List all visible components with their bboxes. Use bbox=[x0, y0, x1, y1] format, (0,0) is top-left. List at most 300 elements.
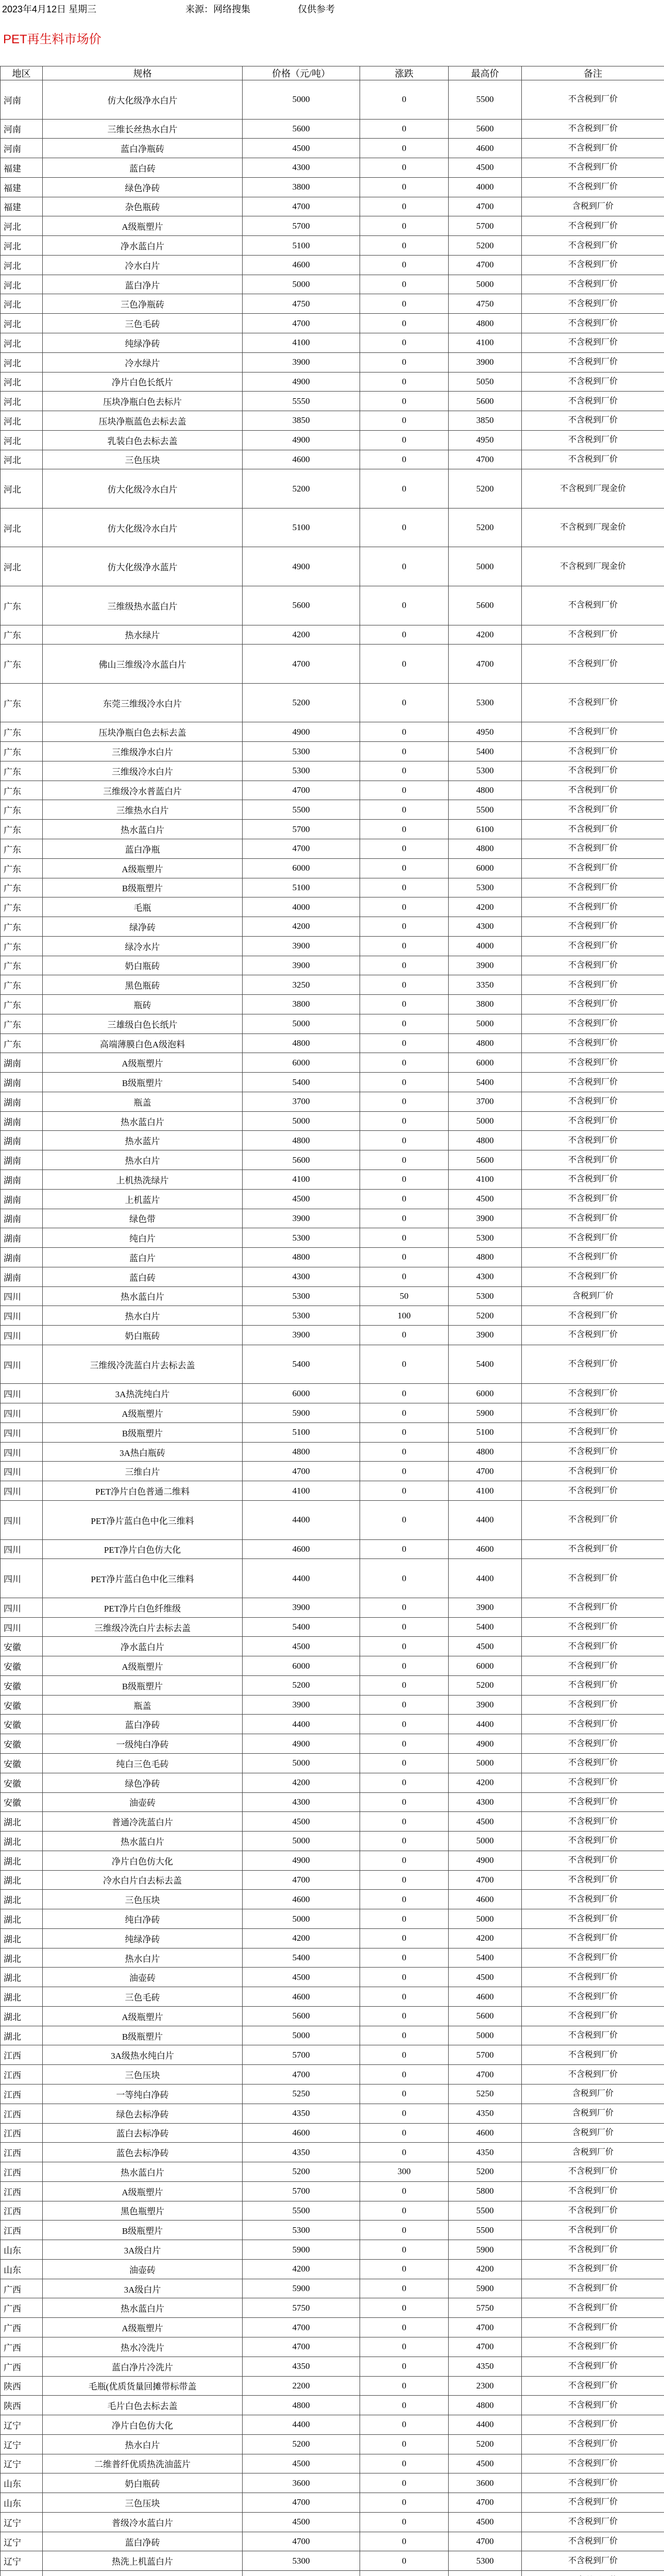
change-cell: 0 bbox=[360, 1403, 449, 1423]
change-cell: 0 bbox=[360, 1715, 449, 1734]
table-row bbox=[1, 1248, 664, 1267]
change-cell: 0 bbox=[360, 2298, 449, 2318]
table-row bbox=[1, 2143, 664, 2162]
price-cell: 5400 bbox=[243, 1948, 360, 1968]
table-row bbox=[1, 1286, 664, 1306]
region-cell: 广东 bbox=[1, 645, 43, 684]
change-cell: 0 bbox=[360, 1656, 449, 1676]
high-price-cell: 4700 bbox=[449, 645, 522, 684]
change-cell: 0 bbox=[360, 1209, 449, 1228]
high-price-cell: 3900 bbox=[449, 1209, 522, 1228]
change-cell: 0 bbox=[360, 2434, 449, 2454]
price-cell: 5700 bbox=[243, 216, 360, 236]
note-cell: 不含税到厂价 bbox=[522, 139, 664, 158]
spec-cell: 三维级冷水普蓝白片 bbox=[43, 781, 243, 800]
table-row bbox=[1, 430, 664, 450]
spec-cell: A级瓶塑片 bbox=[43, 2181, 243, 2201]
change-cell: 0 bbox=[360, 333, 449, 352]
price-cell: 4600 bbox=[243, 255, 360, 275]
price-cell: 4800 bbox=[243, 2396, 360, 2415]
high-price-cell: 5600 bbox=[449, 586, 522, 625]
change-cell: 0 bbox=[360, 897, 449, 917]
table-row bbox=[1, 1306, 664, 1326]
note-cell: 不含税到厂价 bbox=[522, 897, 664, 917]
spec-cell: 热水白片 bbox=[43, 1948, 243, 1968]
spec-cell: 热水蓝白片 bbox=[43, 2298, 243, 2318]
note-cell: 不含税到厂价 bbox=[522, 742, 664, 761]
region-cell: 湖南 bbox=[1, 1053, 43, 1073]
spec-cell: 奶白瓶砖 bbox=[43, 956, 243, 975]
price-cell: 5500 bbox=[243, 800, 360, 820]
note-cell: 不含税到厂价 bbox=[522, 430, 664, 450]
spec-cell: 黑色瓶砖 bbox=[43, 975, 243, 995]
table-row bbox=[1, 878, 664, 897]
high-price-cell: 4500 bbox=[449, 1968, 522, 1987]
high-price-cell: 4700 bbox=[449, 255, 522, 275]
change-cell: 0 bbox=[360, 625, 449, 645]
change-cell: 0 bbox=[360, 722, 449, 742]
table-row bbox=[1, 1150, 664, 1170]
table-row bbox=[1, 294, 664, 314]
note-cell: 不含税到厂价 bbox=[522, 216, 664, 236]
table-row bbox=[1, 820, 664, 839]
table-row bbox=[1, 1968, 664, 1987]
note-cell: 不含税到厂价 bbox=[522, 1422, 664, 1442]
region-cell: 江西 bbox=[1, 2181, 43, 2201]
change-cell: 0 bbox=[360, 1501, 449, 1540]
change-cell: 0 bbox=[360, 2493, 449, 2513]
high-price-cell: 5400 bbox=[449, 1345, 522, 1384]
note-cell: 不含税到厂价 bbox=[522, 936, 664, 956]
change-cell: 0 bbox=[360, 255, 449, 275]
price-cell: 5000 bbox=[243, 1909, 360, 1929]
region-cell: 辽宁 bbox=[1, 2454, 43, 2473]
spec-cell: 冷水绿片 bbox=[43, 352, 243, 372]
spec-cell: 奶白瓶砖 bbox=[43, 2473, 243, 2493]
price-cell: 5000 bbox=[243, 275, 360, 294]
high-price-cell: 4300 bbox=[449, 1267, 522, 1286]
table-row bbox=[1, 1559, 664, 1598]
change-cell: 0 bbox=[360, 177, 449, 197]
price-cell: 4100 bbox=[243, 1170, 360, 1189]
note-cell: 不含税到厂价 bbox=[522, 236, 664, 256]
high-price-cell: 5000 bbox=[449, 547, 522, 586]
spec-cell: 热水白片 bbox=[43, 1306, 243, 1326]
note-cell: 不含税到厂价 bbox=[522, 1014, 664, 1033]
change-cell: 0 bbox=[360, 2084, 449, 2104]
note-cell: 不含税到厂价 bbox=[522, 586, 664, 625]
price-cell: 3850 bbox=[243, 411, 360, 431]
price-cell: 4500 bbox=[243, 1812, 360, 1832]
note-cell: 不含税到厂价 bbox=[522, 781, 664, 800]
high-price-cell: 5300 bbox=[449, 1228, 522, 1248]
region-cell: 广东 bbox=[1, 956, 43, 975]
change-cell: 0 bbox=[360, 800, 449, 820]
change-cell: 0 bbox=[360, 1326, 449, 1345]
spec-cell bbox=[43, 2571, 243, 2576]
region-cell: 湖北 bbox=[1, 1890, 43, 1909]
price-cell: 5700 bbox=[243, 820, 360, 839]
change-cell: 0 bbox=[360, 2512, 449, 2532]
high-price-cell: 5800 bbox=[449, 2181, 522, 2201]
change-cell: 0 bbox=[360, 372, 449, 392]
region-cell: 广西 bbox=[1, 2279, 43, 2298]
note-cell: 不含税到厂价 bbox=[522, 1111, 664, 1131]
spec-cell: 热水冷洗片 bbox=[43, 2337, 243, 2357]
high-price-cell: 5000 bbox=[449, 1014, 522, 1033]
region-cell: 广东 bbox=[1, 586, 43, 625]
spec-cell: 仿大化级净水蓝片 bbox=[43, 547, 243, 586]
region-cell: 江西 bbox=[1, 2045, 43, 2065]
change-cell: 0 bbox=[360, 2318, 449, 2337]
table-row bbox=[1, 917, 664, 937]
note-cell: 不含税到厂价 bbox=[522, 294, 664, 314]
price-cell: 3900 bbox=[243, 1695, 360, 1715]
note-cell: 不含税到厂价 bbox=[522, 800, 664, 820]
price-cell: 5750 bbox=[243, 2298, 360, 2318]
note-cell: 不含税到厂价 bbox=[522, 2396, 664, 2415]
table-row bbox=[1, 586, 664, 625]
spec-cell: 三色压块 bbox=[43, 2493, 243, 2513]
region-cell: 福建 bbox=[1, 197, 43, 216]
note-cell: 不含税到厂价 bbox=[522, 858, 664, 878]
region-cell: 广东 bbox=[1, 936, 43, 956]
change-cell: 0 bbox=[360, 2532, 449, 2551]
note-cell: 不含税到厂价 bbox=[522, 119, 664, 139]
change-cell: 0 bbox=[360, 975, 449, 995]
table-row bbox=[1, 1792, 664, 1812]
high-price-cell: 6000 bbox=[449, 858, 522, 878]
change-cell: 50 bbox=[360, 1286, 449, 1306]
table-row bbox=[1, 2298, 664, 2318]
spec-cell: 3A级热水纯白片 bbox=[43, 2045, 243, 2065]
note-cell: 含税到厂价 bbox=[522, 197, 664, 216]
change-cell: 0 bbox=[360, 645, 449, 684]
change-cell: 0 bbox=[360, 314, 449, 333]
high-price-cell: 4950 bbox=[449, 722, 522, 742]
price-cell: 5100 bbox=[243, 1422, 360, 1442]
table-row bbox=[1, 2532, 664, 2551]
note-cell: 不含税到厂价 bbox=[522, 1462, 664, 1481]
table-row bbox=[1, 936, 664, 956]
spec-cell: 蓝白净瓶砖 bbox=[43, 139, 243, 158]
price-cell: 5250 bbox=[243, 2084, 360, 2104]
change-cell: 0 bbox=[360, 1248, 449, 1267]
note-cell: 不含税到厂价 bbox=[522, 683, 664, 722]
spec-cell: B级瓶塑片 bbox=[43, 1422, 243, 1442]
change-cell: 0 bbox=[360, 197, 449, 216]
table-row bbox=[1, 1987, 664, 2007]
spec-cell: 绿色带 bbox=[43, 1209, 243, 1228]
note-cell: 不含税到厂价 bbox=[522, 1909, 664, 1929]
price-cell: 4100 bbox=[243, 333, 360, 352]
high-price-cell: 5900 bbox=[449, 1403, 522, 1423]
region-cell: 河南 bbox=[1, 139, 43, 158]
region-cell: 广西 bbox=[1, 2337, 43, 2357]
note-cell: 不含税到厂价 bbox=[522, 975, 664, 995]
change-cell: 0 bbox=[360, 1792, 449, 1812]
change-cell: 0 bbox=[360, 1481, 449, 1501]
change-cell: 0 bbox=[360, 1812, 449, 1832]
spec-cell: 瓶盖 bbox=[43, 1695, 243, 1715]
spec-cell: 三色压块 bbox=[43, 2065, 243, 2084]
table-row bbox=[1, 2415, 664, 2435]
spec-cell: 蓝白净片 bbox=[43, 275, 243, 294]
price-cell: 4000 bbox=[243, 897, 360, 917]
high-price-cell: 5400 bbox=[449, 1617, 522, 1637]
table-row bbox=[1, 1695, 664, 1715]
high-price-cell: 5600 bbox=[449, 119, 522, 139]
region-cell: 广西 bbox=[1, 2357, 43, 2376]
spec-cell: 纯绿净砖 bbox=[43, 333, 243, 352]
region-cell: 广东 bbox=[1, 683, 43, 722]
spec-cell: 热水白片 bbox=[43, 1150, 243, 1170]
spec-cell: 蓝白净瓶 bbox=[43, 839, 243, 858]
high-price-cell: 4750 bbox=[449, 294, 522, 314]
high-price-cell: 5200 bbox=[449, 2434, 522, 2454]
high-price-cell: 4100 bbox=[449, 333, 522, 352]
note-cell: 不含税到厂价 bbox=[522, 2357, 664, 2376]
table-row bbox=[1, 2240, 664, 2260]
region-cell: 四川 bbox=[1, 1617, 43, 1637]
high-price-cell: 4350 bbox=[449, 2104, 522, 2123]
high-price-cell: 3700 bbox=[449, 1092, 522, 1111]
high-price-cell: 4100 bbox=[449, 1481, 522, 1501]
table-row bbox=[1, 1832, 664, 1851]
table-row bbox=[1, 216, 664, 236]
region-cell: 广东 bbox=[1, 742, 43, 761]
high-price-cell: 4200 bbox=[449, 1773, 522, 1792]
note-cell: 不含税到厂价 bbox=[522, 761, 664, 781]
region-cell: 广东 bbox=[1, 878, 43, 897]
spec-cell: A级瓶塑片 bbox=[43, 2006, 243, 2026]
note-cell: 不含税到厂价 bbox=[522, 372, 664, 392]
region-cell: 河北 bbox=[1, 430, 43, 450]
note-cell: 不含税到厂价 bbox=[522, 1170, 664, 1189]
note-cell: 不含税到厂价 bbox=[522, 645, 664, 684]
spec-cell: 普通冷洗蓝白片 bbox=[43, 1812, 243, 1832]
high-price-cell: 5000 bbox=[449, 275, 522, 294]
note-cell: 不含税到厂价 bbox=[522, 1715, 664, 1734]
spec-cell: PET净片蓝白色中化三维料 bbox=[43, 1559, 243, 1598]
change-cell: 0 bbox=[360, 469, 449, 509]
region-cell: 辽宁 bbox=[1, 2551, 43, 2571]
spec-cell: 3A热白瓶砖 bbox=[43, 1442, 243, 1462]
high-price-cell: 4500 bbox=[449, 2512, 522, 2532]
spec-cell: 仿大化级冷水白片 bbox=[43, 469, 243, 509]
page-header bbox=[0, 0, 664, 14]
high-price-cell: 4800 bbox=[449, 839, 522, 858]
high-price-cell: 5200 bbox=[449, 469, 522, 509]
region-cell: 辽宁 bbox=[1, 2532, 43, 2551]
spec-cell: 三色压块 bbox=[43, 1890, 243, 1909]
change-cell: 0 bbox=[360, 1832, 449, 1851]
price-cell: 4200 bbox=[243, 625, 360, 645]
high-price-cell: 4300 bbox=[449, 1792, 522, 1812]
note-cell: 不含税到厂价 bbox=[522, 2201, 664, 2221]
table-row bbox=[1, 158, 664, 178]
region-cell: 河北 bbox=[1, 392, 43, 411]
spec-cell: B级瓶塑片 bbox=[43, 1073, 243, 1092]
high-price-cell: 4400 bbox=[449, 2415, 522, 2435]
change-cell: 0 bbox=[360, 2279, 449, 2298]
note-cell: 不含税到厂价 bbox=[522, 158, 664, 178]
spec-cell: 热水绿片 bbox=[43, 625, 243, 645]
spec-cell: 3A级白片 bbox=[43, 2240, 243, 2260]
table-row bbox=[1, 956, 664, 975]
table-row bbox=[1, 645, 664, 684]
region-cell: 山东 bbox=[1, 2240, 43, 2260]
price-cell: 4350 bbox=[243, 2357, 360, 2376]
change-cell: 0 bbox=[360, 2337, 449, 2357]
table-row bbox=[1, 1675, 664, 1695]
price-cell: 4500 bbox=[243, 2454, 360, 2473]
column-header-note: 备注 bbox=[522, 66, 664, 80]
high-price-cell: 6100 bbox=[449, 820, 522, 839]
note-cell: 不含税到厂现金价 bbox=[522, 508, 664, 547]
note-cell: 不含税到厂价 bbox=[522, 2337, 664, 2357]
spec-cell: 纯绿净砖 bbox=[43, 1928, 243, 1948]
change-cell: 0 bbox=[360, 2396, 449, 2415]
spec-cell: 仿大化级净水白片 bbox=[43, 80, 243, 120]
spec-cell: 压块净瓶白色去标去盖 bbox=[43, 722, 243, 742]
change-cell: 0 bbox=[360, 2240, 449, 2260]
change-cell: 0 bbox=[360, 1870, 449, 1890]
spec-cell: 三维白片 bbox=[43, 1462, 243, 1481]
spec-cell: 压块净瓶白色去标片 bbox=[43, 392, 243, 411]
table-row bbox=[1, 2201, 664, 2221]
table-row bbox=[1, 2337, 664, 2357]
high-price-cell: 5000 bbox=[449, 2026, 522, 2045]
high-price-cell: 4700 bbox=[449, 2337, 522, 2357]
region-cell: 湖北 bbox=[1, 1851, 43, 1870]
high-price-cell: 3900 bbox=[449, 1695, 522, 1715]
region-cell: 河北 bbox=[1, 508, 43, 547]
region-cell: 河南 bbox=[1, 80, 43, 120]
change-cell: 0 bbox=[360, 352, 449, 372]
spec-cell: 三维长丝热水白片 bbox=[43, 119, 243, 139]
high-price-cell: 5900 bbox=[449, 2240, 522, 2260]
price-cell: 5400 bbox=[243, 1073, 360, 1092]
high-price-cell: 4800 bbox=[449, 1033, 522, 1053]
region-cell: 湖南 bbox=[1, 1228, 43, 1248]
region-cell: 河北 bbox=[1, 275, 43, 294]
table-row bbox=[1, 2396, 664, 2415]
high-price-cell: 4600 bbox=[449, 139, 522, 158]
price-cell: 5400 bbox=[243, 1345, 360, 1384]
change-cell: 0 bbox=[360, 430, 449, 450]
change-cell: 0 bbox=[360, 1462, 449, 1481]
region-cell: 四川 bbox=[1, 1539, 43, 1559]
region-cell: 河北 bbox=[1, 216, 43, 236]
table-row bbox=[1, 2104, 664, 2123]
region-cell: 福建 bbox=[1, 177, 43, 197]
price-cell: 4600 bbox=[243, 2123, 360, 2143]
change-cell: 0 bbox=[360, 450, 449, 469]
change-cell: 0 bbox=[360, 1734, 449, 1754]
spec-cell: 热水蓝片 bbox=[43, 1131, 243, 1150]
price-cell: 4700 bbox=[243, 839, 360, 858]
change-cell: 0 bbox=[360, 1014, 449, 1033]
spec-cell: 油壶砖 bbox=[43, 2259, 243, 2279]
high-price-cell: 4700 bbox=[449, 1462, 522, 1481]
note-cell: 不含税到厂价 bbox=[522, 2512, 664, 2532]
change-cell: 0 bbox=[360, 995, 449, 1014]
high-price-cell: 5300 bbox=[449, 2551, 522, 2571]
table-row bbox=[1, 1870, 664, 1890]
table-row bbox=[1, 2551, 664, 2571]
spec-cell: 三雄级白色长纸片 bbox=[43, 1014, 243, 1033]
note-cell: 不含税到厂价 bbox=[522, 1539, 664, 1559]
region-cell: 湖北 bbox=[1, 2006, 43, 2026]
region-cell: 安徽 bbox=[1, 1792, 43, 1812]
table-row bbox=[1, 975, 664, 995]
spec-cell: 冷水白片白去标去盖 bbox=[43, 1870, 243, 1890]
spec-cell: 热水蓝白片 bbox=[43, 1832, 243, 1851]
high-price-cell: 4500 bbox=[449, 1637, 522, 1656]
change-cell: 0 bbox=[360, 839, 449, 858]
price-cell: 4700 bbox=[243, 2318, 360, 2337]
table-row bbox=[1, 197, 664, 216]
high-price-cell: 4400 bbox=[449, 1501, 522, 1540]
change-cell: 0 bbox=[360, 2201, 449, 2221]
region-cell: 广东 bbox=[1, 1033, 43, 1053]
high-price-cell: 4800 bbox=[449, 1442, 522, 1462]
note-cell: 不含税到厂价 bbox=[522, 1870, 664, 1890]
price-cell: 4600 bbox=[243, 1539, 360, 1559]
note-cell: 不含税到厂价 bbox=[522, 1384, 664, 1403]
spec-cell: A级瓶塑片 bbox=[43, 1656, 243, 1676]
spec-cell: 油壶砖 bbox=[43, 1968, 243, 1987]
price-cell: 2200 bbox=[243, 2376, 360, 2396]
region-cell: 广东 bbox=[1, 917, 43, 937]
change-cell: 0 bbox=[360, 936, 449, 956]
table-row bbox=[1, 2357, 664, 2376]
spec-cell: 上机蓝片 bbox=[43, 1189, 243, 1209]
change-cell: 0 bbox=[360, 508, 449, 547]
high-price-cell: 5500 bbox=[449, 2221, 522, 2240]
high-price-cell: 4800 bbox=[449, 2396, 522, 2415]
table-row bbox=[1, 1909, 664, 1929]
table-row bbox=[1, 858, 664, 878]
region-cell: 四川 bbox=[1, 1306, 43, 1326]
high-price-cell: 4500 bbox=[449, 2454, 522, 2473]
high-price-cell: 4900 bbox=[449, 1734, 522, 1754]
table-row bbox=[1, 1403, 664, 1423]
price-cell: 5600 bbox=[243, 1150, 360, 1170]
spec-cell: 瓶盖 bbox=[43, 1092, 243, 1111]
table-row bbox=[1, 1501, 664, 1540]
region-cell: 湖南 bbox=[1, 1189, 43, 1209]
price-cell: 4700 bbox=[243, 1462, 360, 1481]
price-cell: 5300 bbox=[243, 2221, 360, 2240]
price-cell: 5550 bbox=[243, 392, 360, 411]
price-cell: 4500 bbox=[243, 139, 360, 158]
report-source: 来源：网络搜集 bbox=[185, 4, 250, 14]
change-cell: 0 bbox=[360, 275, 449, 294]
table-row bbox=[1, 2084, 664, 2104]
change-cell: 0 bbox=[360, 1909, 449, 1929]
change-cell: 0 bbox=[360, 1170, 449, 1189]
spec-cell: 东莞三维级冷水白片 bbox=[43, 683, 243, 722]
high-price-cell: 4400 bbox=[449, 1715, 522, 1734]
spec-cell: 普级冷水蓝白片 bbox=[43, 2512, 243, 2532]
table-row bbox=[1, 1267, 664, 1286]
high-price-cell: 4350 bbox=[449, 2357, 522, 2376]
region-cell: 河北 bbox=[1, 372, 43, 392]
price-cell: 5300 bbox=[243, 2551, 360, 2571]
high-price-cell: 3900 bbox=[449, 352, 522, 372]
